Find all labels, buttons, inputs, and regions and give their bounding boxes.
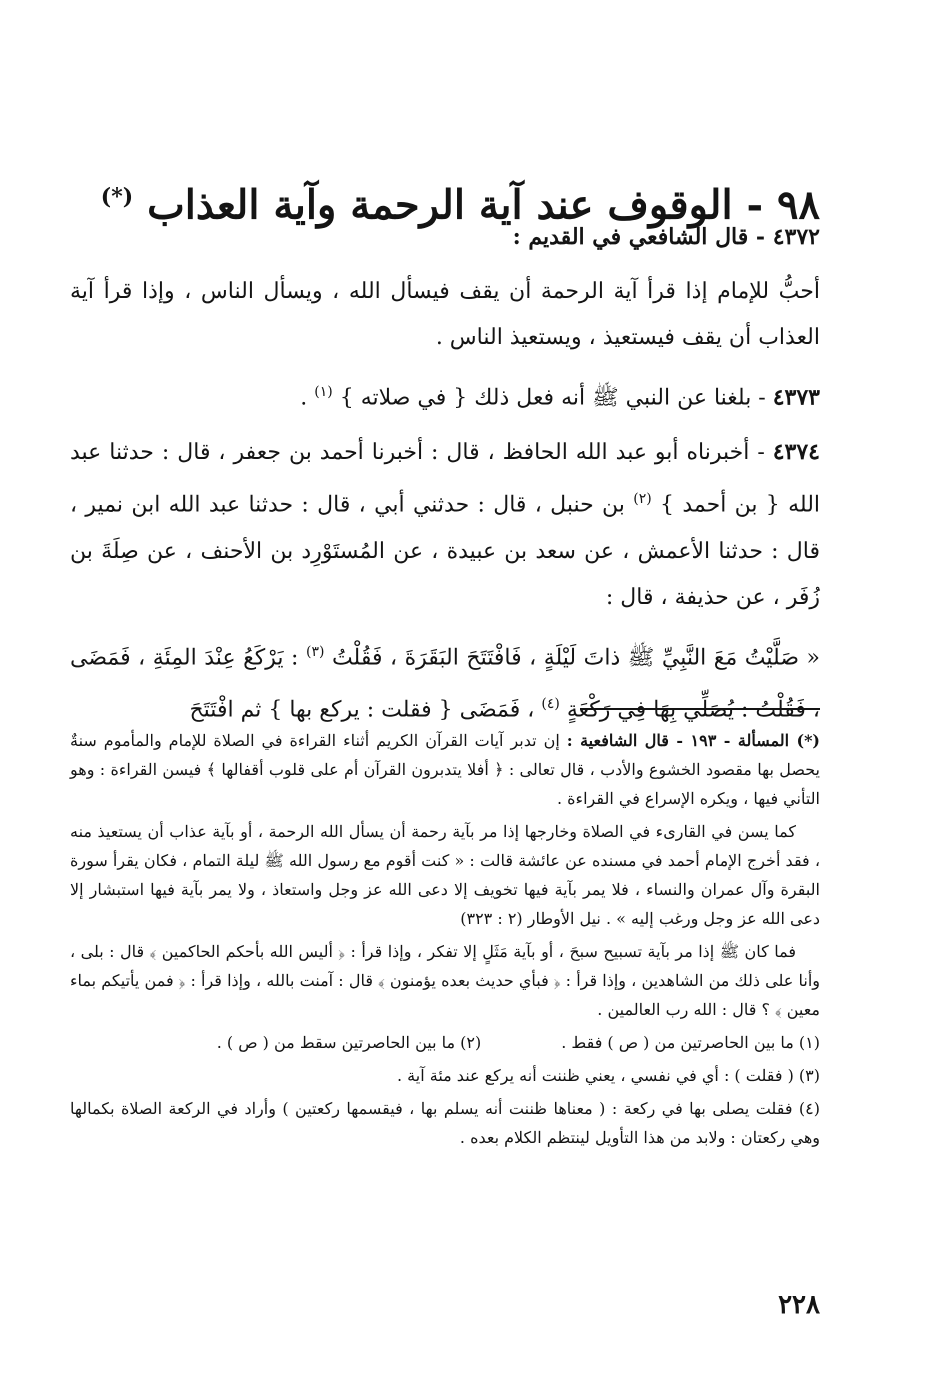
paragraph-text: أحبُّ للإمام إذا قرأ آية الرحمة أن يقف فيسأل الله ، ويسأل الناس ، وإذا قرأ آية العذاب أن يقف فيستعيذ ، ويستعيذ الناس . <box>70 279 820 350</box>
footnote-ref-2: (٢) <box>633 491 652 508</box>
paragraph-text: - بلغنا عن النبي ﷺ أنه فعل ذلك { في صلاته } <box>339 385 773 411</box>
hadith-text <box>70 629 820 734</box>
paragraph-number: ٤٣٧٢ <box>772 224 820 250</box>
paragraph-4373 <box>70 369 820 421</box>
hadith-text-a: « صَلَّيْتُ مَعَ النَّبِيِّ ﷺ ذاتَ لَيْلَةٍ ، فَافْتَتَحَ البَقَرَةَ ، فَقُلْتُ <box>331 644 820 670</box>
hadith-text-c: ، فَمَضَى { فقلت : يركع بها } ثم افْتَتَحَ <box>189 697 542 723</box>
paragraph-text-continued: بن حنبل ، قال : حدثني أبي ، قال : حدثنا عبد الله ابن نمير ، قال : حدثنا الأعمش ، عن سعد بن عبيدة ، عن المُستَوْرِد بن الأحنف ، عن صِلَةَ بن زُفَر ، عن حذيفة ، قال : <box>70 492 820 610</box>
footnote-main <box>70 726 820 813</box>
page-number: ٢٢٨ <box>778 1290 820 1320</box>
footnote-ref-3: (٣) <box>305 643 325 660</box>
footnote-ref-1: (١) <box>314 384 333 400</box>
book-page <box>70 0 820 1373</box>
footnote-main-para-2: كما يسن في القارىء في الصلاة وخارجها إذا مر بآية رحمة أن يسأل الله الرحمة ، أو بآية عذاب أن يستعيذ منه ، فقد أخرج الإمام أحمد في مسنده عن عائشة قالت : « كنت أقوم مع رسول الله ﷺ ليلة التمام ، فكان يقرأ سورة البقرة وآل عمران والنساء ، فلا يمر بآية فيها تخويف إلا دعى الله عز وجل واستعاذ ، ولا يمر بآية فيها استبشار إلا دعى الله عز وجل ورغب إليه » . نيل الأوطار (٢ : ٣٢٣) <box>70 822 820 928</box>
paragraph-4374 <box>70 429 820 620</box>
footnote-3: (٣) ( فقلت ) : أي في نفسي ، يعني ظننت أنه يركع عند مئة آية . <box>397 1066 820 1085</box>
footnote-main-label: (*) المسألة - ١٩٣ - قال الشافعية : <box>566 731 820 750</box>
footnote-divider <box>580 708 820 710</box>
footnote-2: (٢) ما بين الحاصرتين سقط من ( ص ) . <box>216 1033 482 1052</box>
footnote-ref-4: (٤) <box>541 695 560 712</box>
chapter-title-text: ٩٨ - الوقوف عند آية الرحمة وآية العذاب <box>147 181 820 229</box>
paragraph-end: . <box>300 385 315 411</box>
footnote-1: (١) ما بين الحاصرتين من ( ص ) فقط . <box>561 1033 820 1052</box>
footnote-pair <box>70 1028 820 1057</box>
footnotes <box>70 726 820 1156</box>
paragraph-number: ٤٣٧٣ <box>772 384 820 411</box>
footnote-main-text: إن تدبر آيات القرآن الكريم أثناء القراءة في الصلاة للإمام والمأموم سنةٌ يحصل بها مقصود الخشوع والأدب ، قال تعالى : ﴿ أفلا يتدبرون القرآن أم على قلوب أقفالها ﴾ فيسن القراءة : وهو التأني فيها ، ويكره الإسراع في القراءة . <box>70 731 820 808</box>
paragraph-text: - قال الشافعي في القديم : <box>512 224 773 250</box>
chapter-footnote-ref: (*) <box>100 183 134 210</box>
paragraph-text: - أخبرناه أبو عبد الله الحافظ ، قال : أخبرنا أحمد بن جعفر ، قال : حدثنا عبد الله { بن أحمد } <box>70 440 821 518</box>
paragraph-shafii-quote <box>70 269 820 361</box>
footnote-main-para-3: فما كان ﷺ إذا مر بآية تسبيح سبحَ ، أو بآية مَثَلٍ إلا تفكر ، وإذا قرأ : ﴿ أليس الله بأحكم الحاكمين ﴾ قال : بلى ، وأنا على ذلك من الشاهدين ، وإذا قرأ : ﴿ فبأي حديث بعده يؤمنون ﴾ قال : آمنت بالله ، وإذا قرأ : ﴿ فمن يأتيكم بماء معين ﴾ ؟ قال : الله رب العالمين . <box>70 942 820 1019</box>
footnote-4: (٤) فقلت يصلى بها في ركعة : ( معناها ظننت أنه يسلم بها ، فيقسمها ركعتين ) وأراد في الركعة الصلاة بكمالها وهي ركعتان : ولابد من هذا التأويل لينتظم الكلام بعده . <box>70 1099 820 1147</box>
hadith-text-b: : يَرْكَعُ عِنْدَ المِئَةِ ، فَمَضَى ، فَقُلْتُ : يُصَلِّي بِهَا فِي رَكْعَةٍ <box>70 644 820 723</box>
paragraph-number: ٤٣٧٤ <box>772 439 820 466</box>
main-text <box>70 214 820 741</box>
paragraph-4372 <box>70 214 820 261</box>
